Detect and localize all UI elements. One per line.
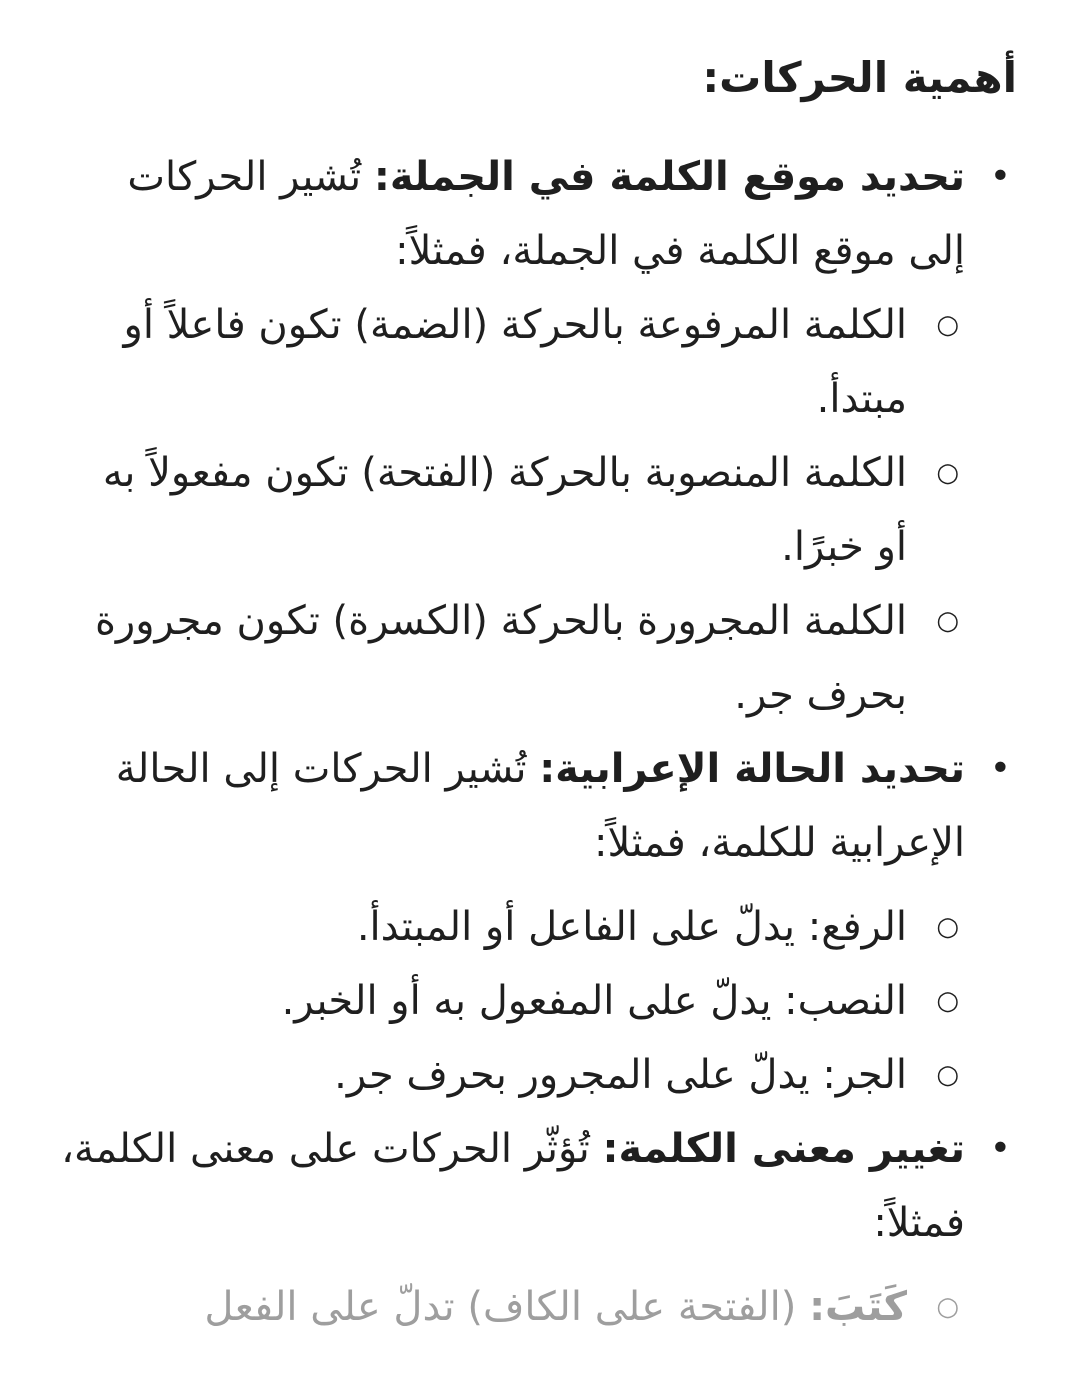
sub-list-item-text: النصب: يدلّ على المفعول به أو الخبر.: [281, 978, 907, 1024]
sub-list-item: [60, 1038, 965, 1112]
sub-list-item: [60, 964, 965, 1038]
circle-bullet-icon: ○: [936, 912, 959, 942]
circle-bullet-icon: ○: [936, 986, 959, 1016]
list-item-title: تغيير معنى الكلمة:: [602, 1126, 965, 1172]
circle-bullet-icon: ○: [936, 310, 959, 340]
sub-list: [60, 288, 965, 732]
sub-list-item-text: الجر: يدلّ على المجرور بحرف جر.: [334, 1052, 907, 1098]
list-item-text: [60, 140, 965, 288]
circle-bullet-icon: ○: [936, 1292, 959, 1322]
list-item-body: تُؤثّر الحركات على معنى الكلمة، فمثلاً:: [61, 1126, 965, 1246]
bullet-icon: •: [989, 156, 1011, 197]
list-item-text: [60, 732, 965, 880]
sub-list-item: [60, 584, 965, 732]
sub-list-item-title: كَتَبَ:: [809, 1284, 907, 1330]
list-item-title: تحديد الحالة الإعرابية:: [539, 746, 965, 792]
list-item-grammatical-case: [60, 732, 1017, 1112]
list-item-body: تُشير الحركات إلى موقع الكلمة في الجملة، فمثلاً:: [127, 154, 965, 274]
list-item-word-meaning: [60, 1112, 1017, 1344]
sub-list-item: [60, 288, 965, 436]
list-item-text: [60, 1112, 965, 1260]
sub-list: [60, 890, 965, 1112]
circle-bullet-icon: ○: [936, 606, 959, 636]
circle-bullet-icon: ○: [936, 1060, 959, 1090]
sub-list-item: [60, 890, 965, 964]
page-title: أهمية الحركات:: [702, 53, 1017, 102]
importance-list: [60, 140, 1017, 1344]
sub-list-item-text: الكلمة المجرورة بالحركة (الكسرة) تكون مجرورة بحرف جر.: [94, 598, 907, 718]
sub-list-item: [60, 1270, 965, 1344]
bullet-icon: •: [989, 748, 1011, 789]
sub-list-item-text: (الفتحة على الكاف) تدلّ على الفعل: [204, 1284, 810, 1330]
list-item-body: تُشير الحركات إلى الحالة الإعرابية للكلمة، فمثلاً:: [115, 746, 965, 866]
circle-bullet-icon: ○: [936, 458, 959, 488]
bullet-icon: •: [989, 1128, 1011, 1169]
list-item-word-position: [60, 140, 1017, 732]
sub-list-item-text: الرفع: يدلّ على الفاعل أو المبتدأ.: [356, 904, 907, 950]
sub-list: [60, 1270, 965, 1344]
sub-list-item: [60, 436, 965, 584]
list-item-title: تحديد موقع الكلمة في الجملة:: [373, 154, 965, 200]
sub-list-item-text: الكلمة المنصوبة بالحركة (الفتحة) تكون مفعولاً به أو خبرًا.: [102, 450, 907, 570]
sub-list-item-text: الكلمة المرفوعة بالحركة (الضمة) تكون فاعلاً أو مبتدأ.: [123, 302, 907, 422]
